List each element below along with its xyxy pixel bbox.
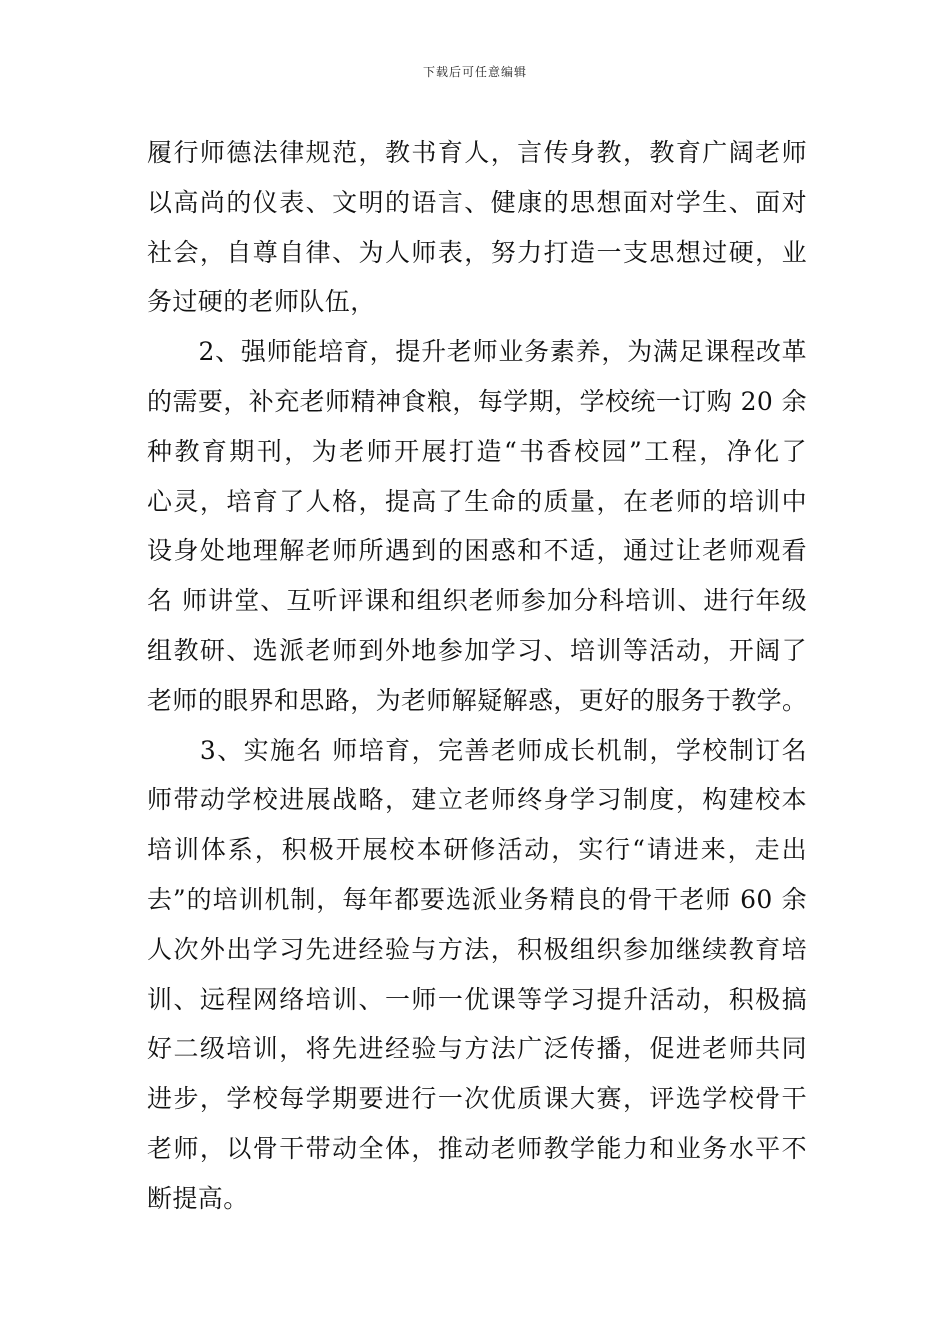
text-line: 师带动学校进展战略，建立老师终身学习制度，构建校本 (147, 785, 807, 815)
text-line: 社会，自尊自律、为人师表，努力打造一支思想过硬，业 (147, 237, 807, 267)
text-line: 老师的眼界和思路，为老师解疑解惑，更好的服务于教学。 (147, 685, 807, 715)
text-line: 的需要，补充老师精神食粮，每学期，学校统一订购 20 余 (147, 386, 807, 416)
page-header: 下载后可任意编辑 (422, 65, 527, 79)
text-line: 培训体系，积极开展校本研修活动，实行“请进来，走出 (147, 835, 807, 865)
text-line: 务过硬的老师队伍， (147, 287, 376, 317)
text-line: 以高尚的仪表、文明的语言、健康的思想面对学生、面对 (147, 187, 807, 217)
text-line: 种教育期刊，为老师开展打造“书香校园”工程，净化了 (147, 436, 807, 466)
text-line: 履行师德法律规范，教书育人，言传身教，教育广阔老师 (147, 138, 807, 167)
text-line: 3、实施名 师培育，完善老师成长机制，学校制订名 (147, 735, 807, 765)
text-line: 心灵，培育了人格，提高了生命的质量，在老师的培训中 (147, 486, 807, 516)
text-line: 人次外出学习先进经验与方法，积极组织参加继续教育培 (147, 934, 807, 964)
text-line: 进步，学校每学期要进行一次优质课大赛，评选学校骨干 (147, 1084, 807, 1114)
text-line: 组教研、选派老师到外地参加学习、培训等活动，开阔了 (147, 635, 807, 665)
document-body (147, 128, 807, 1224)
text-line: 断提高。 (147, 1183, 249, 1213)
text-line: 好二级培训，将先进经验与方法广泛传播，促进老师共同 (147, 1034, 807, 1064)
text-line: 设身处地理解老师所遇到的困惑和不适，通过让老师观看 (147, 536, 807, 566)
text-line: 训、远程网络培训、一师一优课等学习提升活动，积极搞 (147, 984, 807, 1014)
text-line: 名 师讲堂、互听评课和组织老师参加分科培训、进行年级 (147, 586, 807, 616)
text-line: 去”的培训机制，每年都要选派业务精良的骨干老师 60 余 (147, 884, 807, 914)
text-line: 2、强师能培育，提升老师业务素养，为满足课程改革 (147, 337, 807, 367)
text-line: 老师，以骨干带动全体，推动老师教学能力和业务水平不 (147, 1133, 807, 1163)
